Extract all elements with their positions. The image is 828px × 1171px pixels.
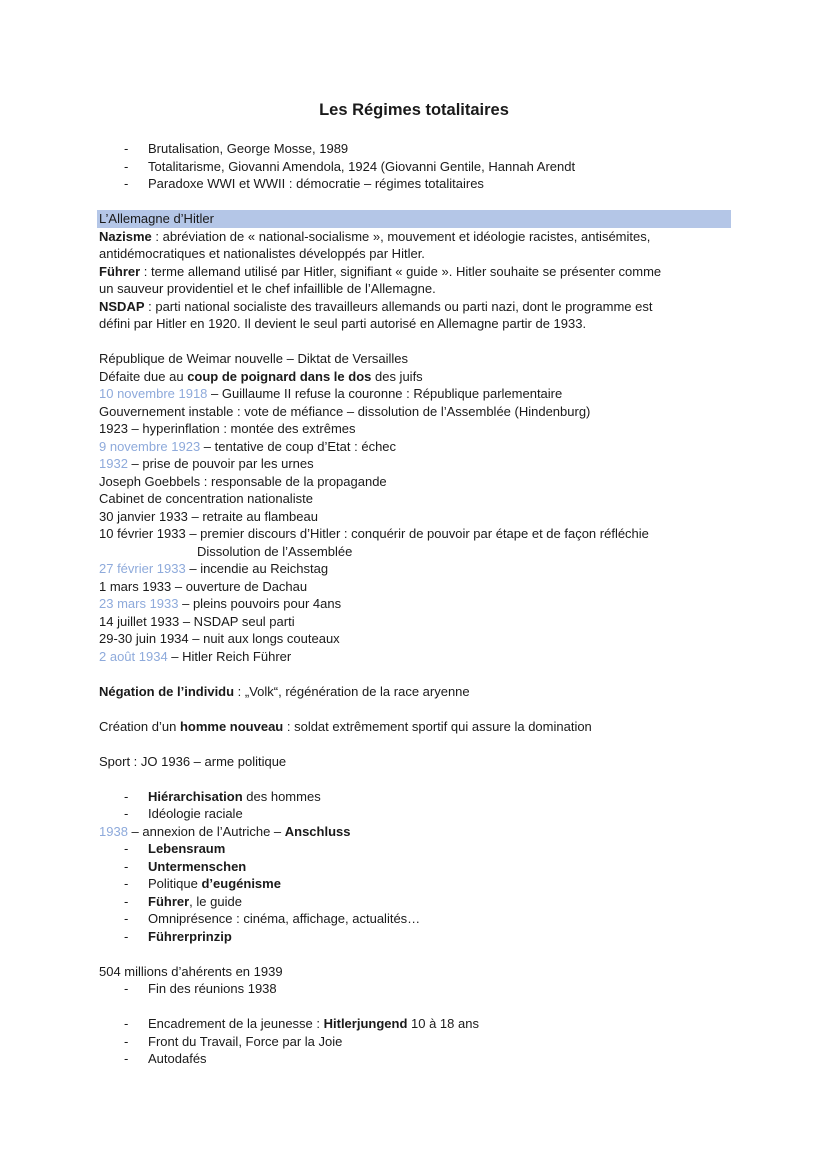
list-item <box>97 805 731 823</box>
list-item <box>97 875 731 893</box>
bold-term: Négation de l’individu <box>99 683 235 699</box>
line-text: des hommes <box>242 788 321 804</box>
text-line <box>97 280 731 298</box>
text-line <box>97 490 731 508</box>
bullet-dash-icon: - <box>124 841 129 856</box>
line-text: Joseph Goebbels : responsable de la propagande <box>99 473 387 489</box>
text-line <box>97 578 731 596</box>
line-text: – Guillaume II refuse la couronne : République parlementaire <box>207 386 563 401</box>
line-text: : parti national socialiste des travailleurs allemands ou parti nazi, dont le programme est <box>144 298 653 314</box>
bold-term: Untermenschen <box>148 858 247 874</box>
list-item <box>97 1033 731 1051</box>
bold-term: Anschluss <box>284 823 351 839</box>
date-text: 23 mars 1933 <box>99 596 179 611</box>
text-line <box>97 455 731 473</box>
blank-line <box>97 193 731 211</box>
line-text: : terme allemand utilisé par Hitler, signifiant « guide ». Hitler souhaite se présenter comme <box>140 263 662 279</box>
blank-line <box>97 665 731 683</box>
date-text: 1932 <box>99 456 128 471</box>
text-line <box>97 403 731 421</box>
line-text: – pleins pouvoirs pour 4ans <box>178 596 342 611</box>
line-text: 14 juillet 1933 – NSDAP seul parti <box>99 613 295 629</box>
bold-term: Führerprinzip <box>148 928 232 944</box>
list-item <box>97 1050 731 1068</box>
bold-term: d’eugénisme <box>201 876 281 891</box>
list-item <box>97 1015 731 1033</box>
line-text: Gouvernement instable : vote de méfiance – dissolution de l’Assemblée (Hindenburg) <box>99 403 591 419</box>
line-text: Autodafés <box>148 1051 207 1066</box>
text-line <box>97 368 731 386</box>
bullet-dash-icon: - <box>124 928 129 944</box>
line-text: Encadrement de la jeunesse : <box>148 1016 324 1031</box>
line-text: , le guide <box>189 893 242 909</box>
bold-term: Hiérarchisation <box>148 788 243 804</box>
line-text: – annexion de l’Autriche – <box>127 823 285 839</box>
line-text: : abréviation de « national-socialisme », mouvement et idéologie racistes, antisémites, <box>151 228 651 244</box>
date-text: 9 novembre 1923 <box>99 438 201 454</box>
line-text: un sauveur providentiel et le chef infaillible de l’Allemagne. <box>99 281 436 296</box>
line-text: L’Allemagne d’Hitler <box>99 211 214 226</box>
line-text: – prise de pouvoir par les urnes <box>127 456 314 471</box>
date-text: 27 février 1933 <box>99 561 186 576</box>
bold-term: Lebensraum <box>148 841 226 856</box>
date-text: 10 novembre 1918 <box>99 386 208 401</box>
line-text: Fin des réunions 1938 <box>148 981 277 996</box>
bold-term: Führer <box>99 263 141 279</box>
page-title: Les Régimes totalitaires <box>319 101 509 119</box>
line-text: 1 mars 1933 – ouverture de Dachau <box>99 578 308 594</box>
bullet-dash-icon: - <box>124 1016 129 1031</box>
date-text: 2 août 1934 <box>99 648 168 664</box>
text-line <box>97 963 731 981</box>
list-item <box>97 858 731 876</box>
bold-term: Führer <box>148 893 190 909</box>
bullet-dash-icon: - <box>124 876 129 891</box>
bullet-dash-icon: - <box>124 141 129 156</box>
text-line <box>97 350 731 368</box>
bold-term: Hitlerjungend <box>323 1016 408 1031</box>
text-line <box>97 613 731 631</box>
blank-line <box>97 700 731 718</box>
line-text: : „Volk“, régénération de la race aryenne <box>234 683 470 699</box>
line-text: République de Weimar nouvelle – Diktat de Versailles <box>99 351 409 366</box>
line-text: antidémocratiques et nationalistes développés par Hitler. <box>99 246 425 261</box>
text-line <box>97 543 731 561</box>
line-text: 504 millions d’ahérents en 1939 <box>99 963 283 979</box>
text-line <box>97 595 731 613</box>
line-text: défini par Hitler en 1920. Il devient le seul parti autorisé en Allemagne partir de 1933. <box>99 316 587 331</box>
blank-line <box>97 333 731 351</box>
text-line <box>97 228 731 246</box>
section-header <box>97 210 731 228</box>
line-text: 29-30 juin 1934 – nuit aux longs couteaux <box>99 631 340 646</box>
text-line <box>97 753 731 771</box>
text-line <box>97 508 731 526</box>
list-item <box>97 893 731 911</box>
text-line <box>97 560 731 578</box>
line-text: 1923 – hyperinflation : montée des extrêmes <box>99 421 356 436</box>
line-text: 10 à 18 ans <box>407 1016 479 1031</box>
text-line <box>97 630 731 648</box>
bullet-dash-icon: - <box>124 1033 129 1049</box>
line-text: Paradoxe WWI et WWII : démocratie – régimes totalitaires <box>148 176 484 191</box>
line-text: Front du Travail, Force par la Joie <box>148 1033 343 1049</box>
text-line <box>97 525 731 543</box>
text-line <box>97 263 731 281</box>
list-item <box>97 140 731 158</box>
text-line <box>97 298 731 316</box>
bullet-dash-icon: - <box>124 806 129 821</box>
text-line <box>97 420 731 438</box>
text-line <box>97 648 731 666</box>
line-text: Politique <box>148 876 202 891</box>
text-line <box>97 385 731 403</box>
bold-term: NSDAP <box>99 298 145 314</box>
list-item <box>97 175 731 193</box>
line-text: Brutalisation, George Mosse, 1989 <box>148 141 349 156</box>
line-text: Cabinet de concentration nationaliste <box>99 491 313 506</box>
list-item <box>97 788 731 806</box>
line-text: 30 janvier 1933 – retraite au flambeau <box>99 508 318 524</box>
list-item <box>97 928 731 946</box>
text-line <box>97 823 731 841</box>
line-text: – incendie au Reichstag <box>185 561 329 576</box>
bullet-dash-icon: - <box>124 858 129 874</box>
line-text: Création d’un <box>99 718 180 734</box>
line-text: Sport : JO 1936 – arme politique <box>99 753 287 769</box>
document-body <box>97 140 731 1068</box>
blank-line <box>97 735 731 753</box>
bullet-dash-icon: - <box>124 788 129 804</box>
line-text: Défaite due au <box>99 368 188 384</box>
line-text: Idéologie raciale <box>148 806 243 821</box>
text-line <box>97 245 731 263</box>
bold-term: Nazisme <box>99 228 152 244</box>
bold-term: coup de poignard dans le dos <box>187 368 372 384</box>
text-line <box>97 718 731 736</box>
bullet-dash-icon: - <box>124 158 129 174</box>
line-text: Dissolution de l’Assemblée <box>197 543 353 559</box>
date-text: 1938 <box>99 823 128 839</box>
text-line <box>97 315 731 333</box>
line-text: des juifs <box>371 368 423 384</box>
text-line <box>97 438 731 456</box>
blank-line <box>97 945 731 963</box>
line-text: – tentative de coup d’Etat : échec <box>200 438 397 454</box>
blank-line <box>97 998 731 1016</box>
bold-term: homme nouveau <box>179 718 284 734</box>
blank-line <box>97 770 731 788</box>
line-text: 10 février 1933 – premier discours d’Hitler : conquérir de pouvoir par étape et de façon réfléchie <box>99 526 649 541</box>
line-text: : soldat extrêmement sportif qui assure la domination <box>283 718 592 734</box>
bullet-dash-icon: - <box>124 893 129 909</box>
line-text: – Hitler Reich Führer <box>167 648 292 664</box>
list-item <box>97 840 731 858</box>
line-text: Omniprésence : cinéma, affichage, actualités… <box>148 911 421 926</box>
list-item <box>97 980 731 998</box>
line-text: Totalitarisme, Giovanni Amendola, 1924 (Giovanni Gentile, Hannah Arendt <box>148 158 576 174</box>
bullet-dash-icon: - <box>124 1051 129 1066</box>
text-line <box>97 473 731 491</box>
bullet-dash-icon: - <box>124 911 129 926</box>
text-line <box>97 683 731 701</box>
bullet-dash-icon: - <box>124 981 129 996</box>
list-item <box>97 910 731 928</box>
bullet-dash-icon: - <box>124 176 129 191</box>
list-item <box>97 158 731 176</box>
